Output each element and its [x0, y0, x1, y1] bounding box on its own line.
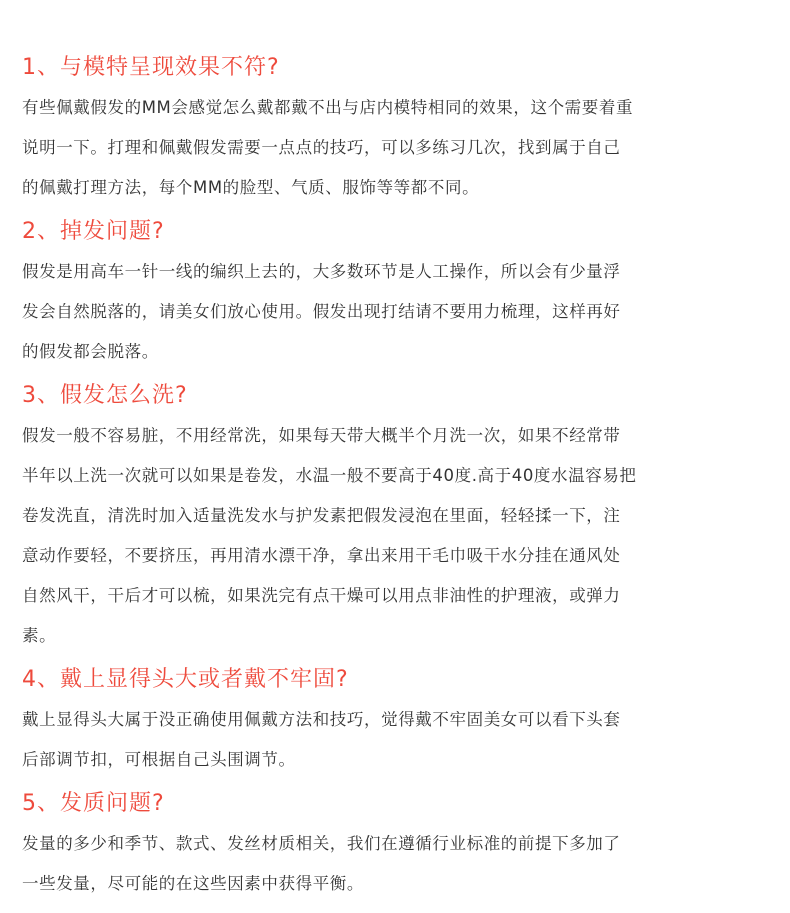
answer-line: 有些佩戴假发的MM会感觉怎么戴都戴不出与店内模特相同的效果，这个需要着重	[22, 98, 634, 117]
faq-answer	[22, 824, 770, 904]
faq-answer	[22, 252, 770, 372]
answer-line: 意动作要轻，不要挤压，再用清水漂干净，拿出来用干毛巾吸干水分挂在通风处	[22, 546, 621, 565]
faq-section-1	[22, 50, 790, 208]
answer-line: 发量的多少和季节、款式、发丝材质相关，我们在遵循行业标准的前提下多加了	[22, 834, 621, 853]
answer-line: 半年以上洗一次就可以如果是卷发，水温一般不要高于40度.高于40度水温容易把	[22, 466, 637, 485]
faq-question-title: 4、戴上显得头大或者戴不牢固?	[22, 667, 349, 692]
answer-line: 一些发量，尽可能的在这些因素中获得平衡。	[22, 874, 364, 893]
answer-line: 的假发都会脱落。	[22, 342, 159, 361]
faq-section-5	[22, 786, 790, 904]
faq-question-title: 2、掉发问题?	[22, 219, 165, 244]
answer-line: 的佩戴打理方法，每个MM的脸型、气质、服饰等等都不同。	[22, 178, 480, 197]
answer-line: 说明一下。打理和佩戴假发需要一点点的技巧，可以多练习几次，找到属于自己	[22, 138, 621, 157]
answer-line: 假发是用高车一针一线的编织上去的，大多数环节是人工操作，所以会有少量浮	[22, 262, 621, 281]
faq-section-2	[22, 214, 790, 372]
faq-answer	[22, 88, 770, 208]
answer-line: 自然风干，干后才可以梳，如果洗完有点干燥可以用点非油性的护理液，或弹力	[22, 586, 621, 605]
answer-line: 发会自然脱落的，请美女们放心使用。假发出现打结请不要用力梳理，这样再好	[22, 302, 621, 321]
answer-line: 后部调节扣，可根据自己头围调节。	[22, 750, 296, 769]
faq-question-title: 5、发质问题?	[22, 791, 165, 816]
faq-question-title: 3、假发怎么洗?	[22, 383, 188, 408]
faq-section-3	[22, 378, 790, 656]
answer-line: 假发一般不容易脏，不用经常洗，如果每天带大概半个月洗一次，如果不经常带	[22, 426, 621, 445]
answer-line: 素。	[22, 626, 57, 645]
faq-answer	[22, 700, 770, 780]
faq-question-title: 1、与模特呈现效果不符?	[22, 55, 280, 80]
answer-line: 卷发洗直，清洗时加入适量洗发水与护发素把假发浸泡在里面，轻轻揉一下，注	[22, 506, 621, 525]
answer-line: 戴上显得头大属于没正确使用佩戴方法和技巧，觉得戴不牢固美女可以看下头套	[22, 710, 621, 729]
faq-answer	[22, 416, 770, 656]
faq-section-4	[22, 662, 790, 780]
